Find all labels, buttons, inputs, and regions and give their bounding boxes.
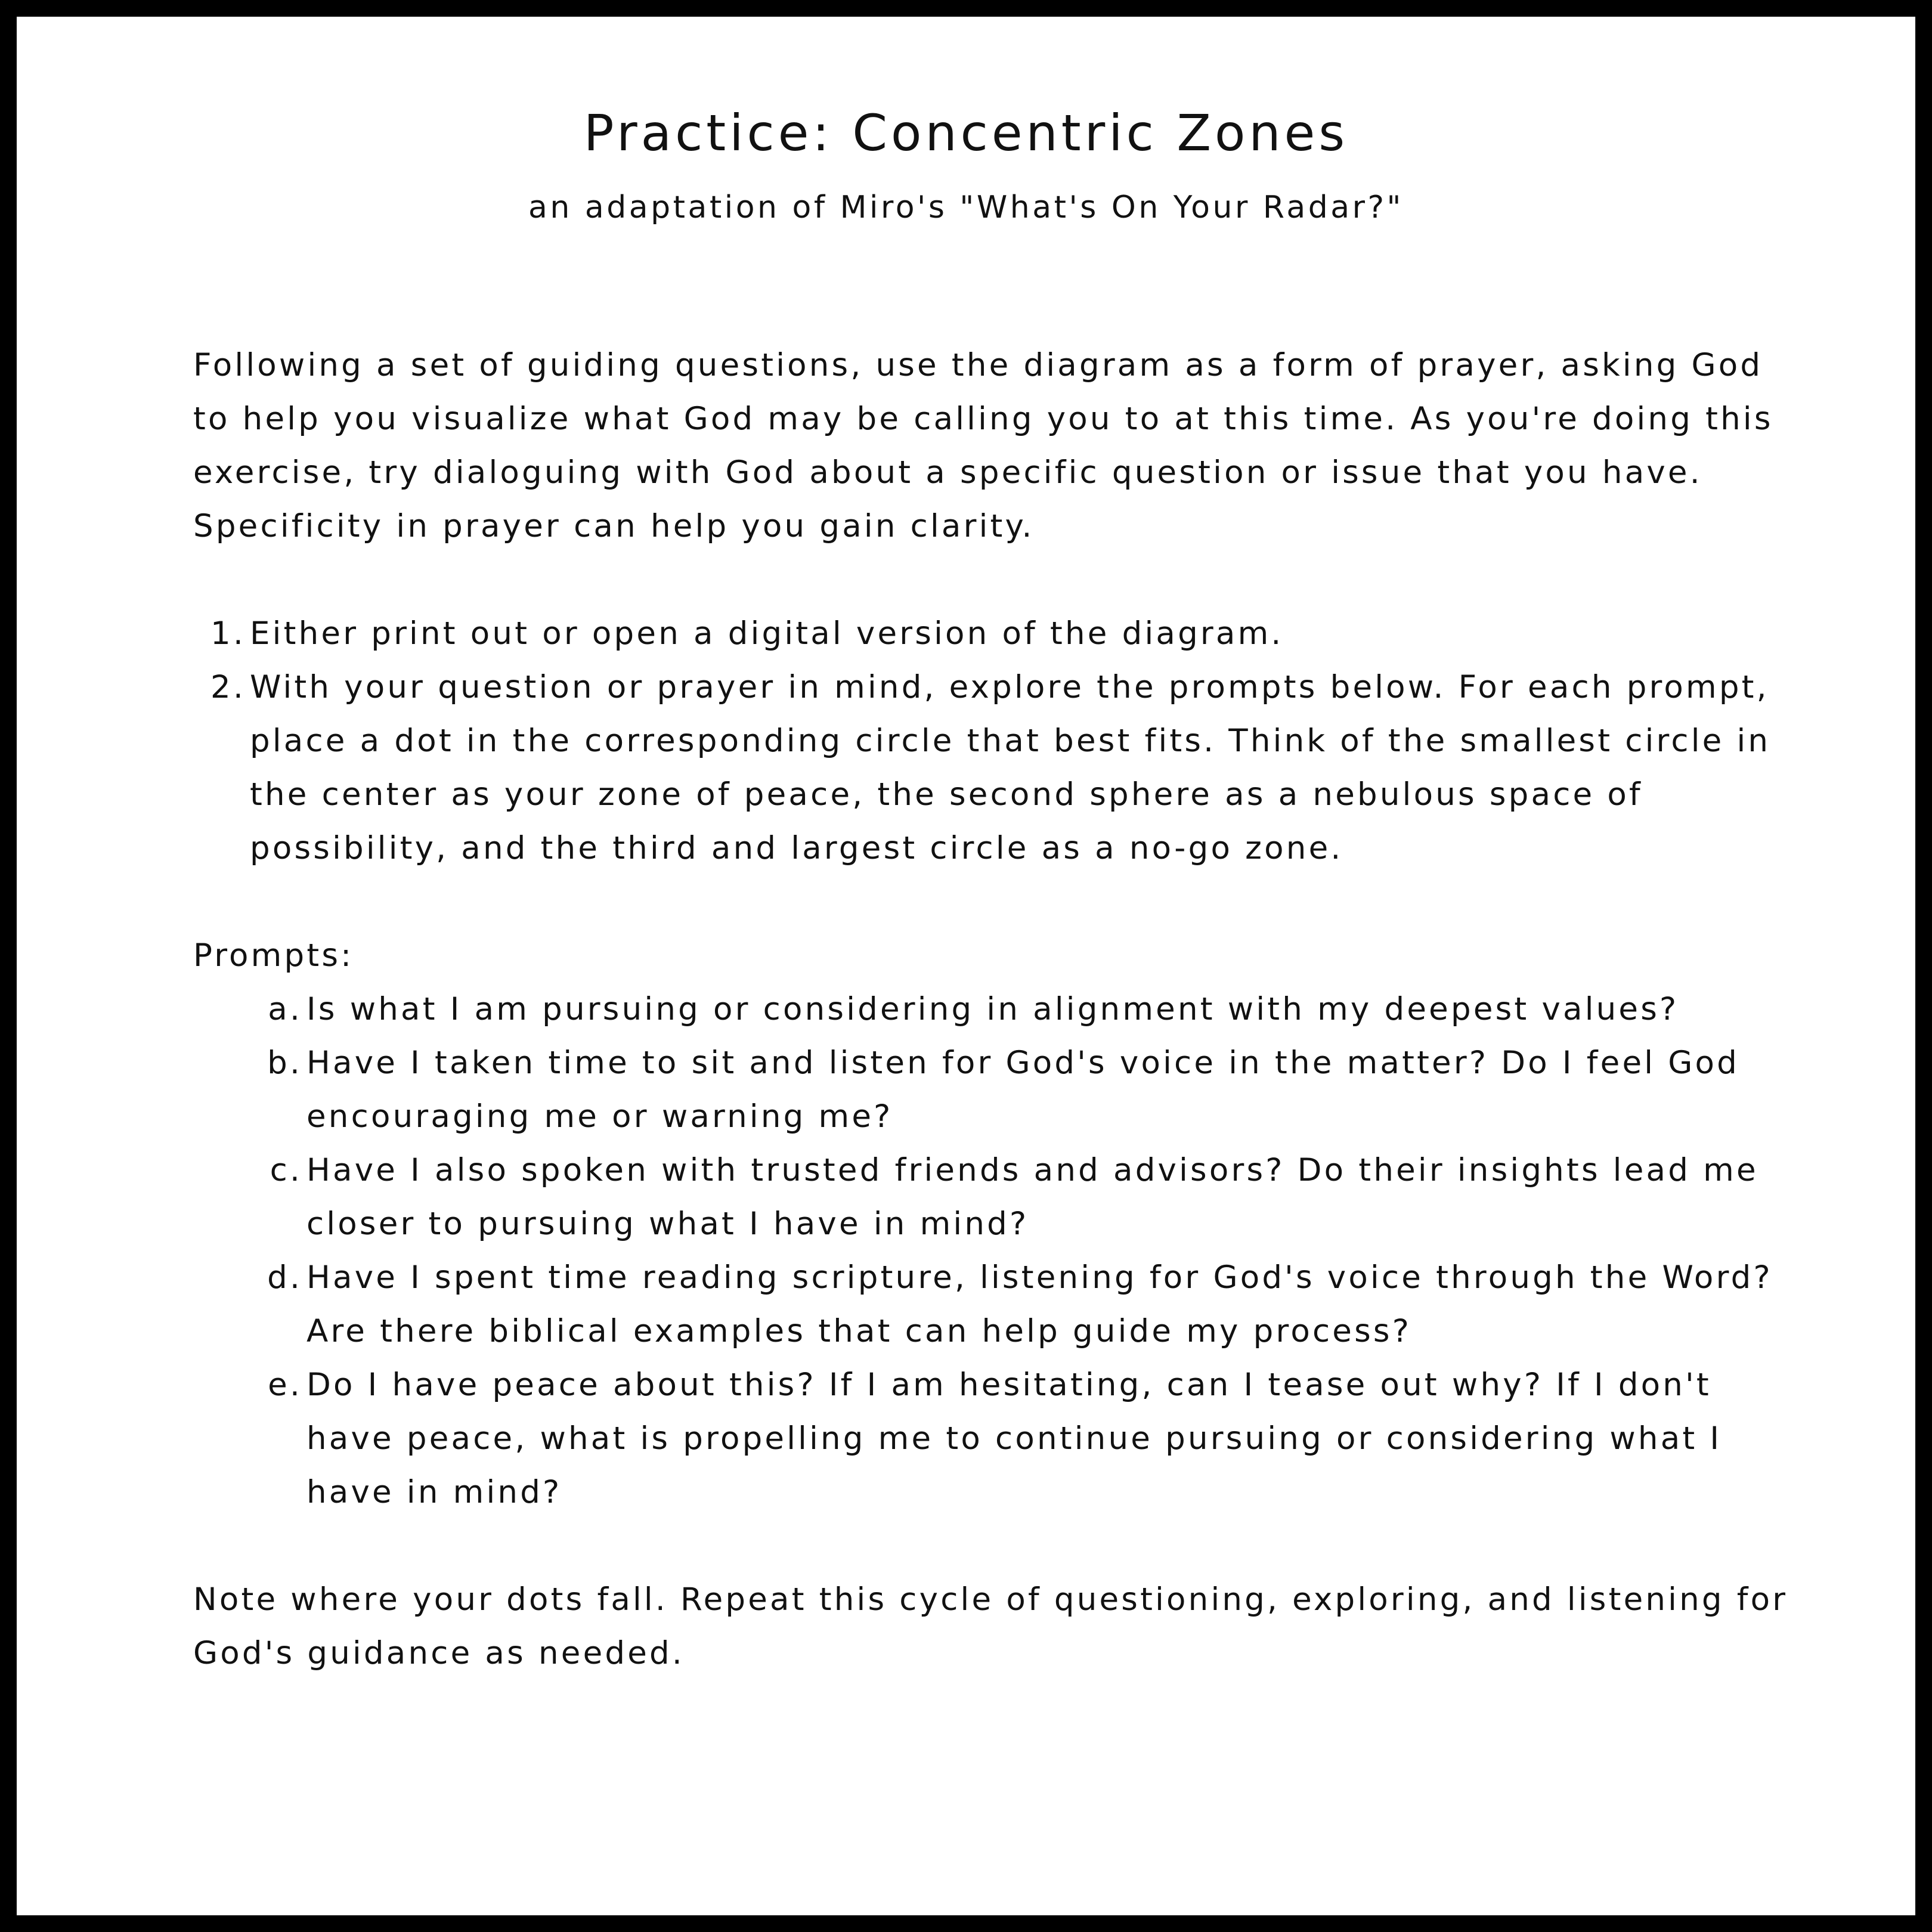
prompts-list: [250, 983, 1791, 1519]
prompt-item: [250, 1144, 1791, 1251]
intro-paragraph: Following a set of guiding questions, use the diagram as a form of prayer, asking God to help you visualize what God may be calling you to at this time. As you're doing this exercise, try dialoguing with God about a specific question or issue that you have. Specificity in prayer can help you gain clarity.: [193, 347, 1773, 544]
step-marker: 1.: [210, 615, 246, 652]
step-text: With your question or prayer in mind, explore the prompts below. For each prompt, place a dot in the corresponding circle that best fits. Think of the smallest circle in the center as your zone of peace, the second sphere as a nebulous space of possibility, and the third and largest circle as a no-go zone.: [250, 669, 1771, 866]
prompt-marker: d.: [267, 1259, 302, 1296]
prompt-text: Have I spent time reading scripture, listening for God's voice through the Word? Are there biblical examples that can help guide my process?: [306, 1259, 1773, 1349]
prompt-text: Have I also spoken with trusted friends and advisors? Do their insights lead me closer to pursuing what I have in mind?: [306, 1152, 1758, 1242]
prompt-marker: e.: [268, 1367, 302, 1403]
page-title: Practice: Concentric Zones: [583, 104, 1349, 162]
prompt-marker: b.: [267, 1045, 302, 1081]
steps-list: [193, 607, 1791, 875]
prompt-marker: c.: [270, 1152, 302, 1188]
page-subtitle: an adaptation of Miro's "What's On Your Radar?": [528, 190, 1404, 225]
prompt-item: [250, 983, 1791, 1036]
prompt-item: [250, 1251, 1791, 1358]
closing-note: Note where your dots fall. Repeat this cycle of questioning, exploring, and listening for God's guidance as needed.: [193, 1581, 1788, 1671]
prompt-text: Have I taken time to sit and listen for God's voice in the matter? Do I feel God encouraging me or warning me?: [306, 1045, 1739, 1135]
prompt-marker: a.: [268, 991, 302, 1027]
step-item: [193, 607, 1791, 661]
prompt-text: Do I have peace about this? If I am hesitating, can I tease out why? If I don't have peace, what is propelling me to continue pursuing or considering what I have in mind?: [306, 1367, 1722, 1510]
document-body: [193, 339, 1791, 1680]
step-text: Either print out or open a digital version of the diagram.: [250, 615, 1284, 652]
document-page: [17, 17, 1915, 1915]
prompts-heading: Prompts:: [193, 937, 354, 974]
step-item: [193, 661, 1791, 875]
prompt-item: [250, 1358, 1791, 1519]
prompt-item: [250, 1036, 1791, 1144]
step-marker: 2.: [210, 669, 246, 705]
prompt-text: Is what I am pursuing or considering in alignment with my deepest values?: [306, 991, 1679, 1027]
